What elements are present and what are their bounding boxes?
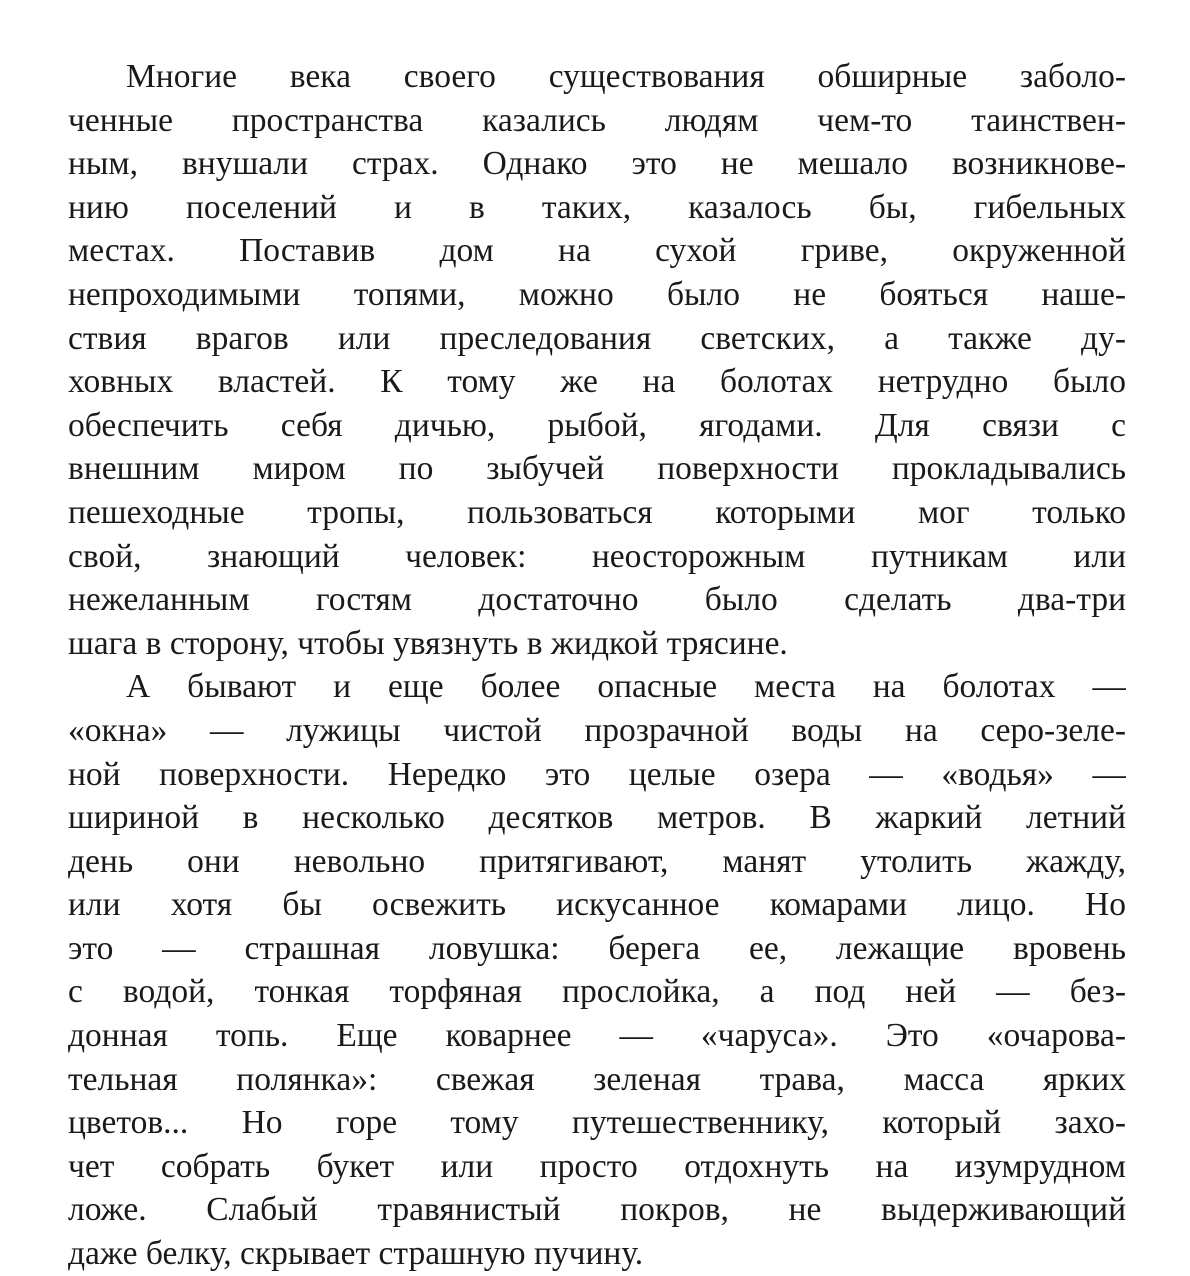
text-line: А бывают и еще более опасные места на болотах — bbox=[126, 668, 1126, 706]
text-line: ченные пространства казались людям чем-то таинствен- bbox=[68, 101, 1126, 139]
text-line: Многие века своего существования обширные заболо- bbox=[126, 58, 1126, 95]
text-line: пешеходные тропы, пользоваться которыми мог только bbox=[68, 493, 1126, 531]
paragraph-2 bbox=[68, 665, 1126, 1275]
text-line: свой, знающий человек: неосторожным путникам или bbox=[68, 537, 1126, 575]
text-line: ховных властей. К тому же на болотах нетрудно было bbox=[68, 363, 1126, 401]
text-line: непроходимыми топями, можно было не бояться наше- bbox=[68, 275, 1126, 313]
text-line: «окна» — лужицы чистой прозрачной воды на серо-зеле- bbox=[68, 711, 1126, 749]
text-line: шириной в несколько десятков метров. В жаркий летний bbox=[68, 799, 1126, 837]
text-line: с водой, тонкая торфяная прослойка, а под ней — без- bbox=[68, 973, 1126, 1011]
text-line: ствия врагов или преследования светских, а также ду- bbox=[68, 319, 1126, 357]
text-line: нежеланным гостям достаточно было сделать два-три bbox=[68, 581, 1126, 619]
text-line: даже белку, скрывает страшную пучину. bbox=[68, 1235, 644, 1273]
text-line: внешним миром по зыбучей поверхности прокладывались bbox=[68, 450, 1126, 488]
paragraph-1 bbox=[68, 55, 1126, 665]
text-line: чет собрать букет или просто отдохнуть на изумрудном bbox=[68, 1147, 1126, 1185]
text-line: или хотя бы освежить искусанное комарами лицо. Но bbox=[68, 886, 1126, 924]
text-line: тельная полянка»: свежая зеленая трава, масса ярких bbox=[68, 1060, 1126, 1098]
text-line: шага в сторону, чтобы увязнуть в жидкой трясине. bbox=[68, 624, 788, 662]
text-line: местах. Поставив дом на сухой гриве, окруженной bbox=[68, 232, 1126, 270]
text-line: нию поселений и в таких, казалось бы, гибельных bbox=[68, 188, 1126, 226]
text-line: день они невольно притягивают, манят утолить жажду, bbox=[68, 842, 1126, 880]
text-line: цветов... Но горе тому путешественнику, который захо- bbox=[68, 1104, 1126, 1142]
text-line: донная топь. Еще коварнее — «чаруса». Это «очарова- bbox=[68, 1017, 1126, 1055]
text-line: это — страшная ловушка: берега ее, лежащие вровень bbox=[68, 929, 1126, 967]
text-line: ным, внушали страх. Однако это не мешало возникнове- bbox=[68, 145, 1126, 183]
text-line: ложе. Слабый травянистый покров, не выдерживающий bbox=[68, 1191, 1126, 1229]
book-page bbox=[68, 55, 1126, 1273]
text-line: обеспечить себя дичью, рыбой, ягодами. Для связи с bbox=[68, 406, 1126, 444]
text-line: ной поверхности. Нередко это целые озера — «водья» — bbox=[68, 755, 1126, 793]
